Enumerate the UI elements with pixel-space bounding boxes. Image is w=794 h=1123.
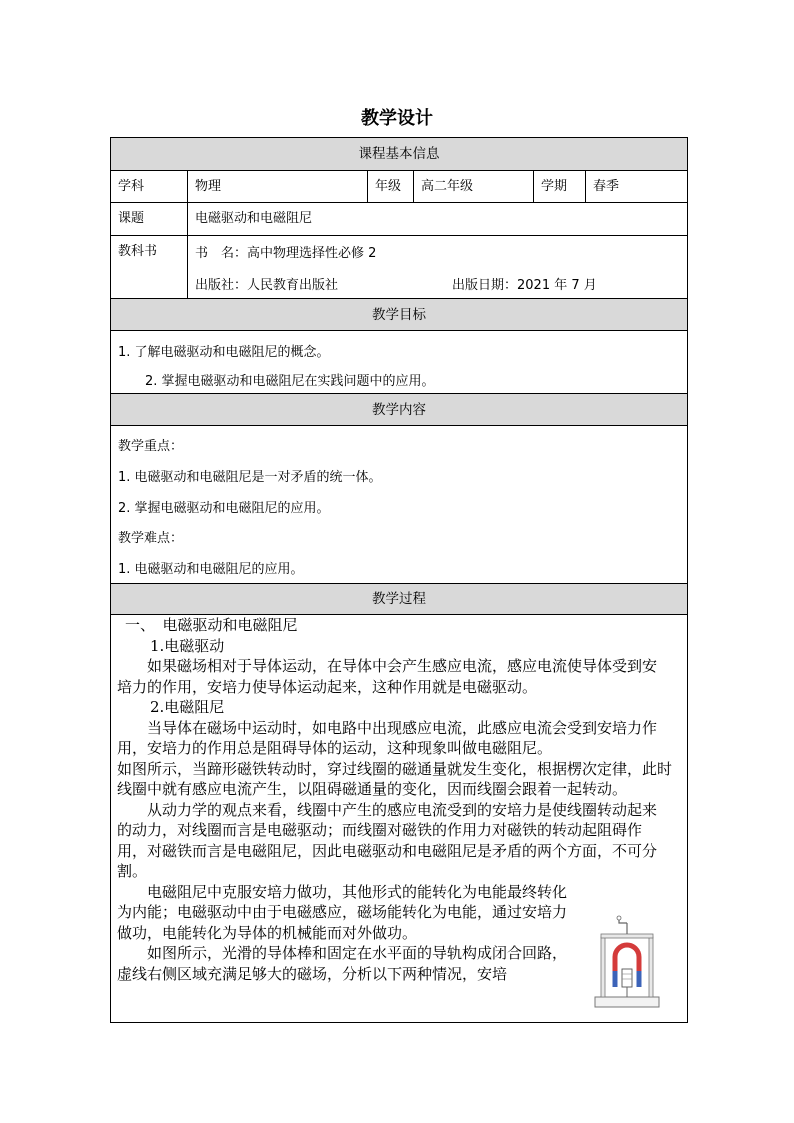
goal-item-2: 2. 掌握电磁驱动和电磁阻尼在实践问题中的应用。: [145, 374, 435, 389]
topic-label: 课题: [118, 211, 145, 226]
content-header: 教学内容: [111, 394, 687, 426]
key-points-label: 教学重点：: [118, 439, 184, 454]
topic-value: 电磁驱动和电磁阻尼: [187, 203, 687, 235]
publish-date: 出版日期：2021 年 7 月: [452, 278, 597, 293]
process-header: 教学过程: [111, 584, 687, 615]
topic-row: [111, 203, 687, 236]
goal-item-1: 1. 了解电磁驱动和电磁阻尼的概念。: [118, 345, 330, 360]
term-value: 春季: [585, 171, 687, 202]
textbook-row: [111, 236, 687, 299]
basic-info-header: 课程基本信息: [111, 138, 687, 171]
book-name: 书 名：高中物理选择性必修 2: [195, 246, 377, 261]
difficult-point-1: 1. 电磁驱动和电磁阻尼的应用。: [118, 562, 304, 577]
term-label: 学期: [533, 171, 585, 202]
subheading-drive: 1.电磁驱动: [150, 636, 225, 655]
textbook-label: 教科书: [118, 244, 158, 259]
publisher: 出版社：人民教育出版社: [195, 278, 339, 293]
grade-label: 年级: [367, 171, 413, 202]
document-title: 教学设计: [361, 108, 433, 129]
magnet-apparatus-figure: [589, 915, 665, 1011]
paragraph-figure-2: 如图所示，光滑的导体棒和固定在水平面的导轨构成闭合回路，虚线右侧区域充满足够大的磁场，分析以下两种情况，安培: [117, 944, 568, 983]
subheading-damping: 2.电磁阻尼: [150, 698, 225, 716]
goals-body: [111, 331, 687, 394]
paragraph-energy: 电磁阻尼中克服安培力做功，其他形式的能转化为电能最终转化为内能；电磁驱动中由于电磁感应，磁场能转化为电能，通过安培力做功，电能转化为导体的机械能而对外做功。: [117, 882, 568, 942]
paragraph-damping: 当导体在磁场中运动时，如电路中出现感应电流，此感应电流会受到安培力作用，安培力的作用总是阻碍导体的运动，这种现象叫做电磁阻尼。: [117, 718, 658, 757]
key-point-1: 1. 电磁驱动和电磁阻尼是一对矛盾的统一体。: [118, 470, 382, 485]
goals-header: 教学目标: [111, 299, 687, 331]
paragraph-figure-1: 如图所示，当蹄形磁铁转动时，穿过线圈的磁通量就发生变化，根据楞次定律，此时线圈中就有感应电流产生，以阻碍磁通量的变化，因而线圈会跟着一起转动。: [117, 759, 673, 798]
grade-value: 高二年级: [413, 171, 533, 202]
content-body: [111, 426, 687, 584]
subject-row: [111, 171, 687, 203]
lesson-plan-table: [110, 137, 688, 1023]
difficult-points-label: 教学难点：: [118, 531, 184, 546]
subject-value: 物理: [187, 171, 367, 202]
paragraph-dynamics: 从动力学的观点来看，线圈中产生的感应电流受到的安培力是使线圈转动起来的动力，对线圈而言是电磁驱动；而线圈对磁铁的作用力对磁铁的转动起阻碍作用，对磁铁而言是电磁阻尼，因此电磁驱动和电磁阻尼是矛盾的两个方面，不可分割。: [117, 800, 658, 880]
key-point-2: 2. 掌握电磁驱动和电磁阻尼的应用。: [118, 501, 330, 516]
process-body: [111, 615, 687, 1023]
textbook-info: [187, 236, 687, 298]
paragraph-drive: 如果磁场相对于导体运动，在导体中会产生感应电流，感应电流使导体受到安培力的作用，安培力使导体运动起来，这种作用就是电磁驱动。: [117, 657, 658, 696]
subject-label: 学科: [118, 179, 145, 194]
section-title: 一、 电磁驱动和电磁阻尼: [125, 616, 298, 634]
